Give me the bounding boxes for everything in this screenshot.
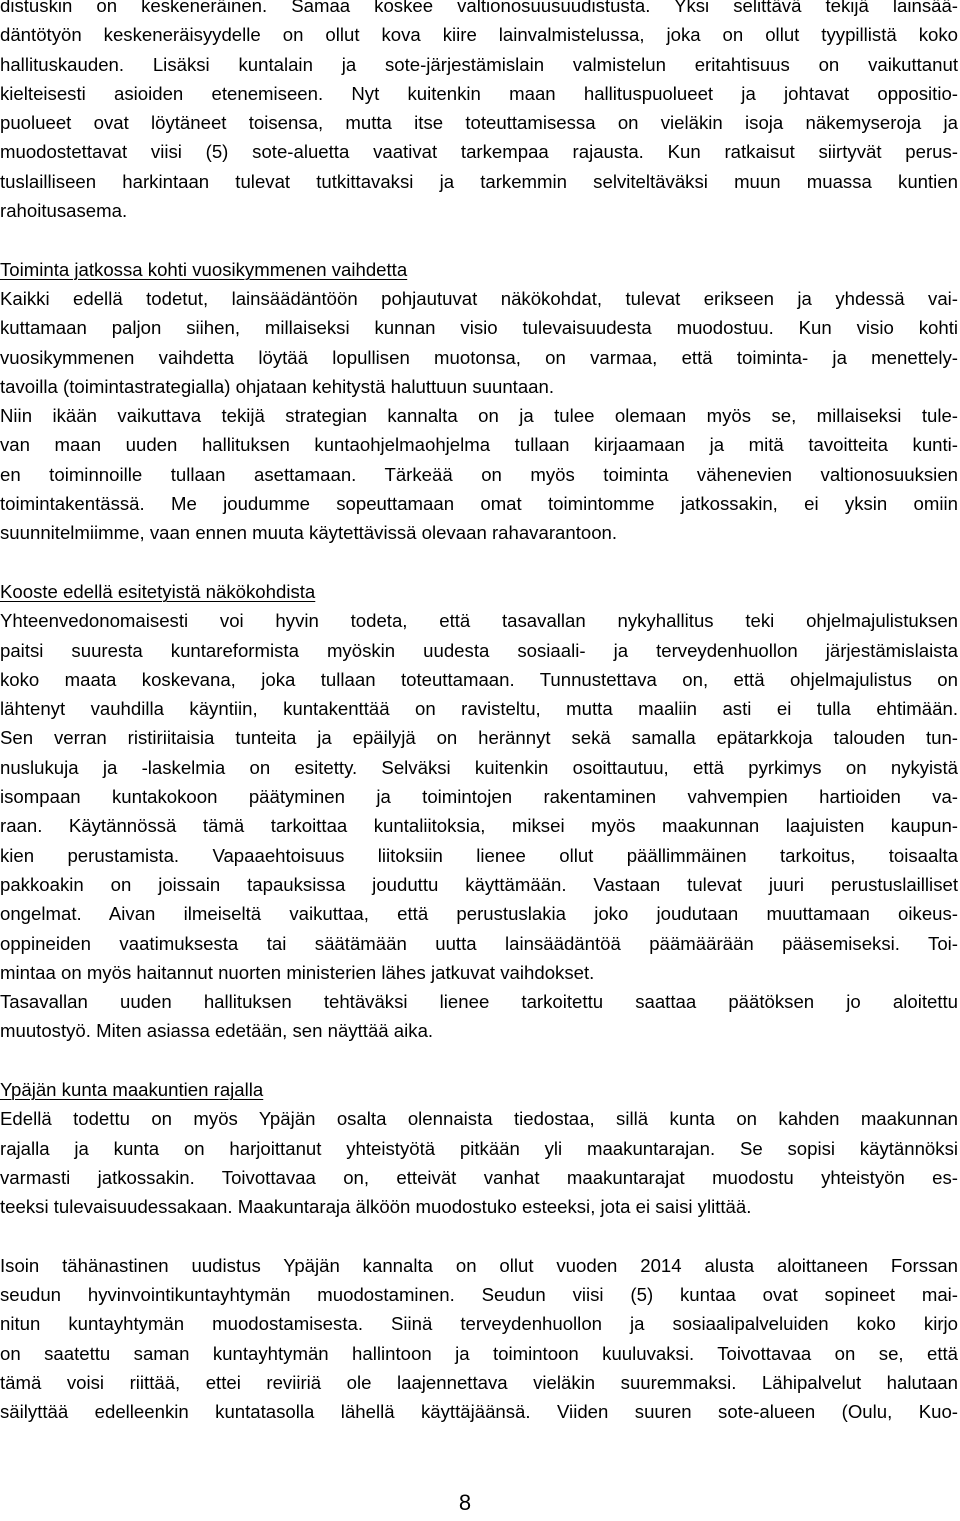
text-line: koko maata koskevana, joka tullaan toteuttamaan. Tunnustettava on, että ohjelmajulistus on [0,668,958,690]
body-paragraph [0,606,958,987]
text-line: nitun kuntayhtymän muodostamisesta. Siinä terveydenhuollon ja sosiaalipalveluiden koko kirjo [0,1313,958,1335]
page-number: 8 [458,1490,472,1515]
text-line: Isoin tähänastinen uudistus Ypäjän kannalta on ollut vuoden 2014 alusta aloittaneen Forssan [0,1254,958,1276]
paragraph-gap [0,548,958,577]
text-line: suunnitelmiimme, vaan ennen muuta käytettävissä olevaan rahavarantoon. [0,522,618,544]
text-line: kien perustamista. Vapaaehtoisuus liitoksiin lienee ollut päällimmäinen tarkoitus, toisaalta [0,844,958,866]
text-line: varmasti jatkossakin. Toivottavaa on, etteivät vanhat maakuntarajat muodostu yhteistyön es- [0,1166,958,1188]
text-line: muutostyö. Miten asiassa edetään, sen näyttää aika. [0,1020,434,1042]
text-line: Tasavallan uuden hallituksen tehtäväksi lienee tarkoitettu saattaa päätöksen jo aloitettu [0,991,958,1013]
text-line: Edellä todettu on myös Ypäjän osalta olennaista tiedostaa, sillä kunta on kahden maakunnan [0,1108,958,1130]
body-paragraph [0,987,958,1046]
section-heading: Ypäjän kunta maakuntien rajalla [0,1078,264,1100]
section-heading: Toiminta jatkossa kohti vuosikymmenen vaihdetta [0,258,408,280]
text-line: raan. Käytännössä tämä tarkoittaa kuntaliitoksia, miksei myös maakunnan laajuisten kaupun- [0,815,958,837]
text-line: tuslailliseen harkintaan tulevat tutkittavaksi ja tarkemmin selviteltäväksi muun muassa kuntien [0,170,958,192]
text-line: nuslukuja ja -laskelmia on esitetty. Selväksi kuitenkin osoittautuu, että pyrkimys on nykyistä [0,756,958,778]
paragraph-gap [0,1046,958,1075]
text-line: toimintakentässä. Me joudumme sopeuttamaan omat toimintomme jatkossakin, ei yksin omiin [0,493,958,515]
text-line: en toiminnoille tullaan asettamaan. Tärkeää on myös toiminta vähenevien valtionosuuksien [0,463,958,485]
body-paragraph [0,1251,958,1427]
text-line: mintaa on myös haitannut nuorten ministerien lähes jatkuvat vaihdokset. [0,961,595,983]
text-line: säilyttää edelleenkin kuntatasolla lähellä käyttäjäänsä. Viiden suuren sote-alueen (Oulu, Kuo- [0,1401,958,1423]
body-paragraph [0,401,958,547]
text-line: Yhteenvedonomaisesti voi hyvin todeta, että tasavallan nykyhallitus teki ohjelmajulistuksen [0,610,958,632]
text-line: paitsi suuresta kuntareformista myöskin uudesta sosiaali- ja terveydenhuollon järjestämislaista [0,639,958,661]
text-line: muodostettavat viisi (5) sote-aluetta vaativat tarkempaa rajausta. Kun ratkaisut siirtyvät perus- [0,141,958,163]
text-line: tavoilla (toimintastrategialla) ohjataan kehitystä haluttuun suuntaan. [0,375,555,397]
text-line: teeksi tulevaisuudessakaan. Maakuntaraja älköön muodostuko esteeksi, jota ei saisi ylittää. [0,1196,752,1218]
text-line: kuttamaan paljon siihen, millaiseksi kunnan visio tulevaisuudesta muodostuu. Kun visio kohti [0,317,958,339]
body-paragraph [0,1104,958,1221]
text-line: pakkoakin on joissain tapauksissa jouduttu käyttämään. Vastaan tulevat juuri perustuslailliset [0,873,958,895]
text-line: on saatettu saman kuntayhtymän hallintoon ja toimintoon kuuluvaksi. Toivottavaa on se, että [0,1342,958,1364]
body-paragraph [0,284,958,401]
text-line: rajalla ja kunta on harjoittanut yhteistyötä pitkään yli maakuntarajan. Se sopisi käytännöksi [0,1137,958,1159]
text-line: kielteisesti asioiden etenemiseen. Nyt kuitenkin maan hallituspuolueet ja johtavat oppositio- [0,82,958,104]
text-line: lähtenyt vauhdilla käyntiin, kuntakenttää on ravisteltu, mutta maaliin asti ei tulla ehtimään. [0,698,958,720]
body-paragraph [0,0,958,225]
text-line: tämä voisi riittää, ettei reviiriä ole laajennettava vieläkin suuremmaksi. Lähipalvelut halutaan [0,1371,958,1393]
text-line: däntötyön keskeneräisyydelle on ollut kova kiire lainvalmistelussa, joka on ollut tyypillistä koko [0,24,958,46]
text-line: Sen verran ristiriitaisia tunteita ja epäilyjä on herännyt sekä samalla epätarkkoja talouden tun- [0,727,958,749]
text-line: puolueet ovat löytäneet toisensa, mutta itse toteuttamisessa on vieläkin isoja näkemyseroja ja [0,112,958,134]
text-line: hallituskauden. Lisäksi kuntalain ja sote-järjestämislain valmistelun eritahtisuus on vaikuttanut [0,53,958,75]
text-line: distuskin on keskeneräinen. Samaa koskee valtionosuusuudistusta. Yksi selittävä tekijä lainsää- [0,0,958,16]
text-line: van maan uuden hallituksen kuntaohjelmaohjelma tullaan kirjaamaan ja mitä tavoitteita kunti- [0,434,958,456]
text-line: ongelmat. Aivan ilmeiseltä vaikuttaa, että perustuslakia joko joudutaan muuttamaan oikeus- [0,903,958,925]
text-line: rahoitusasema. [0,200,128,222]
text-line: Niin ikään vaikuttava tekijä strategian kannalta on ja tulee olemaan myös se, millaiseksi tule- [0,405,958,427]
text-line: vuosikymmenen vaihdetta löytää lopullisen muotonsa, on varmaa, että toiminta- ja menettely- [0,346,958,368]
paragraph-gap [0,1221,958,1250]
text-line: seudun hyvinvointikuntayhtymän muodostaminen. Seudun viisi (5) kuntaa ovat sopineet mai- [0,1284,958,1306]
text-line: Kaikki edellä todetut, lainsäädäntöön pohjautuvat näkökohdat, tulevat erikseen ja yhdessä vai- [0,287,958,309]
section-heading: Kooste edellä esitetyistä näkökohdista [0,580,316,602]
text-line: oppineiden vaatimuksesta tai säätämään uutta lainsäädäntöä päämäärään pääsemiseksi. Toi- [0,932,958,954]
paragraph-gap [0,225,958,254]
text-line: isompaan kuntakokoon päätyminen ja toimintojen rakentaminen vahvempien hartioiden va- [0,786,958,808]
